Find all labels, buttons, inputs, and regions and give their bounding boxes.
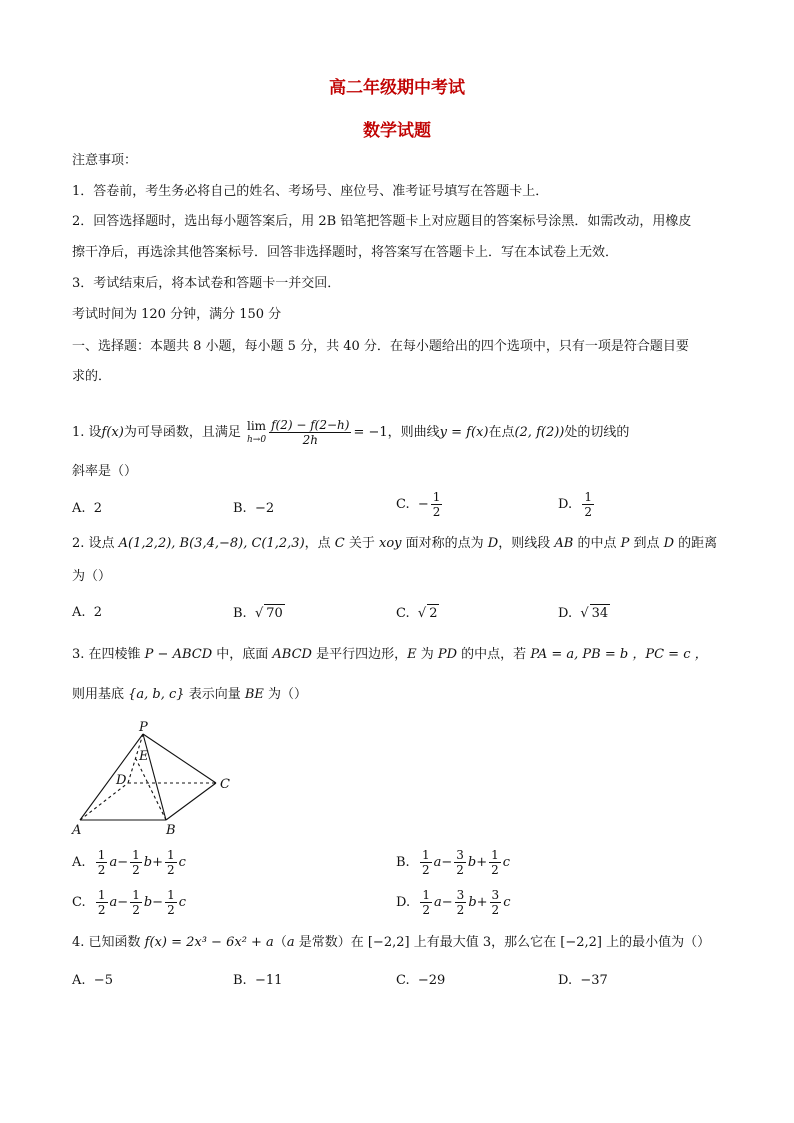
term-vector: a: [434, 895, 442, 910]
numerator: 1: [132, 888, 140, 902]
math-var: P: [620, 536, 630, 551]
q-text: 在点: [488, 425, 515, 440]
term-sign: −: [152, 895, 164, 910]
denominator: 2: [584, 505, 592, 519]
exam-time: 考试时间为 120 分钟，满分 150 分: [72, 307, 282, 322]
question-2: [72, 535, 717, 553]
term-coefficient: [490, 888, 502, 917]
math-basis: {a, b, c}: [128, 687, 185, 702]
math-var: a: [286, 935, 295, 950]
edge-ad: [80, 783, 128, 820]
q-text: 关于: [344, 536, 380, 551]
option-label: D.: [396, 895, 411, 910]
option-label: D.: [558, 497, 573, 512]
numerator: 3: [456, 848, 464, 862]
term-vector: a: [109, 895, 118, 910]
math-var: AB: [554, 536, 574, 551]
denominator: 2: [97, 863, 106, 877]
notice-item: 2．回答选择题时，选出每小题答案后，用 2B 铅笔把答题卡上对应题目的答案标号涂黑．如需改动，用橡皮: [72, 214, 692, 229]
option-label: A.: [72, 973, 86, 988]
denominator: 2: [167, 903, 175, 917]
numerator: 1: [167, 888, 175, 902]
math-var: C: [334, 536, 345, 551]
q2-option-a: [72, 604, 102, 622]
numerator: 1: [421, 848, 430, 862]
math-points: A(1,2,2), B(3,4,−8), C(1,2,3): [118, 536, 305, 551]
math-point: (2, f(2)): [514, 425, 565, 440]
q-text: 到点: [629, 536, 664, 551]
question-3: [72, 646, 708, 664]
question-1: [72, 413, 629, 453]
term-sign: −: [441, 895, 453, 910]
option-value: −5: [93, 973, 113, 988]
q-text: 面对称的点为: [401, 536, 488, 551]
option-label: C.: [396, 606, 410, 621]
denominator: 2: [166, 863, 175, 877]
option-value: 2: [93, 501, 103, 516]
edge-pa: [80, 734, 143, 820]
option-value: −37: [580, 973, 608, 988]
term-coefficient: [454, 848, 466, 877]
numerator: 1: [132, 848, 140, 862]
term-vector: b: [468, 895, 477, 910]
term-coefficient: [96, 888, 108, 917]
q-text: 的距离: [674, 536, 718, 551]
denominator: 2: [132, 903, 140, 917]
denominator: 2: [132, 863, 140, 877]
q2-option-d: D. √ 34: [558, 606, 609, 621]
term-sign: +: [476, 895, 488, 910]
term-sign: −: [117, 895, 129, 910]
exam-subtitle: 数学试题: [363, 121, 431, 141]
q-text: 则用基底: [72, 687, 129, 702]
label-d: D: [116, 773, 127, 788]
term-vector: b: [467, 855, 477, 870]
term-coefficient: [130, 888, 142, 917]
denominator: 2: [456, 863, 464, 877]
term-vector: b: [143, 855, 153, 870]
term-coefficient: [165, 848, 177, 877]
pyramid-figure: [70, 718, 240, 838]
option-label: A.: [72, 501, 86, 516]
term-vector: c: [178, 895, 186, 910]
math-var: D: [663, 536, 675, 551]
option-value: −2: [254, 501, 275, 516]
math-vectors: PA = a, PB = b ，PC = c ，: [530, 647, 708, 662]
q-text: ，则线段: [498, 536, 555, 551]
term-coefficient: [130, 848, 142, 877]
q-text: 2. 设点: [72, 536, 119, 551]
term-sign: −: [117, 855, 129, 870]
option-label: D.: [558, 606, 573, 621]
denominator: 2: [421, 863, 430, 877]
term-vector: c: [178, 855, 186, 870]
term-coefficient: [165, 888, 177, 917]
q-text: 的中点: [573, 536, 621, 551]
math-curve: y = f(x): [439, 425, 489, 440]
math-vector: BE: [244, 687, 264, 702]
exam-title: 高二年级期中考试: [329, 78, 465, 98]
section-instructions: 一、选择题：本题共 8 小题，每小题 5 分，共 40 分．在每小题给出的四个选项中，只有一项是符合题目要: [72, 339, 689, 354]
math-var: xoy: [379, 536, 402, 551]
label-p: P: [139, 720, 148, 735]
question-1-cont: 斜率是（）: [72, 464, 138, 479]
q3-option-a: [72, 848, 186, 877]
q-text: ，点: [304, 536, 335, 551]
term-vector: a: [109, 855, 118, 870]
numerator: 3: [456, 888, 465, 902]
q2-option-b: B. √ 70: [233, 606, 283, 621]
q-text: 中，底面: [212, 647, 273, 662]
sqrt-value: 70: [266, 606, 283, 621]
notice-item: 3．考试结束后，将本试卷和答题卡一并交回．: [72, 276, 341, 291]
q-text: 为: [416, 647, 438, 662]
sqrt-value: 34: [591, 606, 609, 621]
numerator: 1: [432, 490, 441, 504]
q-text: 4. 已知函数: [72, 935, 145, 950]
option-label: B.: [233, 501, 247, 516]
math-var: PD: [437, 647, 458, 662]
question-3-cont: [72, 686, 307, 704]
math-interval: [−2,2]: [560, 935, 602, 950]
equation-rhs: = −1: [353, 425, 388, 440]
term-coefficient: [455, 888, 467, 917]
q1-option-a: [72, 500, 102, 518]
term-vector: a: [433, 855, 442, 870]
option-label: B.: [233, 973, 247, 988]
q-text: 表示向量: [184, 687, 245, 702]
option-fraction: [582, 490, 594, 519]
q-text: 是常数）在: [294, 935, 368, 950]
q1-option-d: [558, 490, 596, 519]
denominator: 2: [432, 505, 441, 519]
q3-option-d: [396, 888, 510, 917]
numerator: f(2) − f(2−h): [271, 418, 350, 432]
math-var: P − ABCD: [144, 647, 213, 662]
term-vector: c: [503, 895, 511, 910]
denominator: 2: [97, 903, 106, 917]
math-fx: f(x): [101, 425, 124, 440]
q-text: 处的切线的: [564, 425, 630, 440]
option-value: −29: [417, 973, 446, 988]
term-sign: +: [476, 855, 488, 870]
q-text: 上有最大值 3，那么它在: [409, 935, 561, 950]
label-b: B: [166, 823, 176, 838]
term-vector: c: [502, 855, 511, 870]
denominator: 2: [491, 903, 500, 917]
option-label: D.: [558, 973, 573, 988]
option-label: B.: [396, 855, 410, 870]
q-text: 的中点，若: [457, 647, 531, 662]
numerator: 1: [166, 848, 175, 862]
option-label: A.: [72, 605, 86, 620]
q-text: 上的最小值为（）: [601, 935, 711, 950]
numerator: 3: [491, 888, 500, 902]
q4-option-c: [396, 972, 445, 990]
notice-heading: 注意事项：: [72, 153, 138, 168]
notice-item: 1．答卷前，考生务必将自己的姓名、考场号、座位号、准考证号填写在答题卡上．: [72, 184, 549, 199]
q3-option-c: [72, 888, 186, 917]
q4-option-b: [233, 972, 282, 990]
q1-option-b: [233, 500, 274, 518]
option-value: 2: [93, 605, 103, 620]
q-text: 为可导函数，且满足: [123, 425, 241, 440]
limit-fraction: [269, 418, 351, 447]
term-coefficient: [420, 848, 432, 877]
numerator: 1: [97, 888, 106, 902]
term-vector: b: [143, 895, 153, 910]
q1-option-c: [396, 490, 444, 519]
option-fraction: [431, 490, 443, 519]
option-label: C.: [72, 895, 86, 910]
question-4: [72, 934, 710, 952]
math-var: ABCD: [272, 647, 312, 662]
limit: [247, 419, 266, 447]
label-c: C: [220, 777, 230, 792]
notice-item: 擦干净后，再选涂其他答案标号．回答非选择题时，将答案写在答题卡上．写在本试卷上无效．: [72, 245, 619, 260]
q2-option-c: C. √ 2: [396, 606, 438, 621]
q-text: 3. 在四棱锥: [72, 647, 145, 662]
segment-be: [136, 759, 166, 820]
q-text: （: [273, 935, 287, 950]
term-coefficient: [489, 848, 501, 877]
denominator: 2: [456, 903, 465, 917]
numerator: 1: [491, 848, 499, 862]
label-e: E: [139, 749, 149, 764]
term-sign: −: [441, 855, 453, 870]
option-label: B.: [233, 606, 247, 621]
q4-option-d: [558, 972, 608, 990]
numerator: 1: [97, 848, 106, 862]
q-text: 1. 设: [72, 425, 102, 440]
denominator: 2h: [302, 433, 318, 447]
q-text: ，则曲线: [387, 425, 440, 440]
question-2-cont: 为（）: [72, 569, 112, 584]
lim-label: lim: [247, 418, 267, 433]
numerator: 1: [584, 490, 592, 504]
term-coefficient: [96, 848, 108, 877]
option-value: −11: [254, 973, 283, 988]
sqrt-value: 2: [429, 606, 438, 621]
option-label: C.: [396, 973, 410, 988]
numerator: 1: [422, 888, 430, 902]
q-text: 是平行四边形，: [311, 647, 408, 662]
q3-option-b: [396, 848, 510, 877]
lim-sub: h→0: [247, 434, 267, 445]
math-interval: [−2,2]: [367, 935, 410, 950]
q4-option-a: [72, 972, 113, 990]
math-var: E: [407, 647, 417, 662]
denominator: 2: [422, 903, 430, 917]
term-coefficient: [420, 888, 432, 917]
option-sign: −: [417, 497, 429, 512]
option-label: C.: [396, 497, 410, 512]
section-instructions: 求的．: [72, 369, 112, 384]
term-sign: +: [152, 855, 163, 870]
edge-bc: [166, 783, 216, 820]
q-text: 为（）: [263, 687, 308, 702]
option-label: A.: [72, 855, 86, 870]
label-a: A: [72, 823, 82, 838]
math-function: f(x) = 2x³ − 6x² + a: [144, 935, 274, 950]
denominator: 2: [491, 863, 499, 877]
math-var: D: [487, 536, 499, 551]
